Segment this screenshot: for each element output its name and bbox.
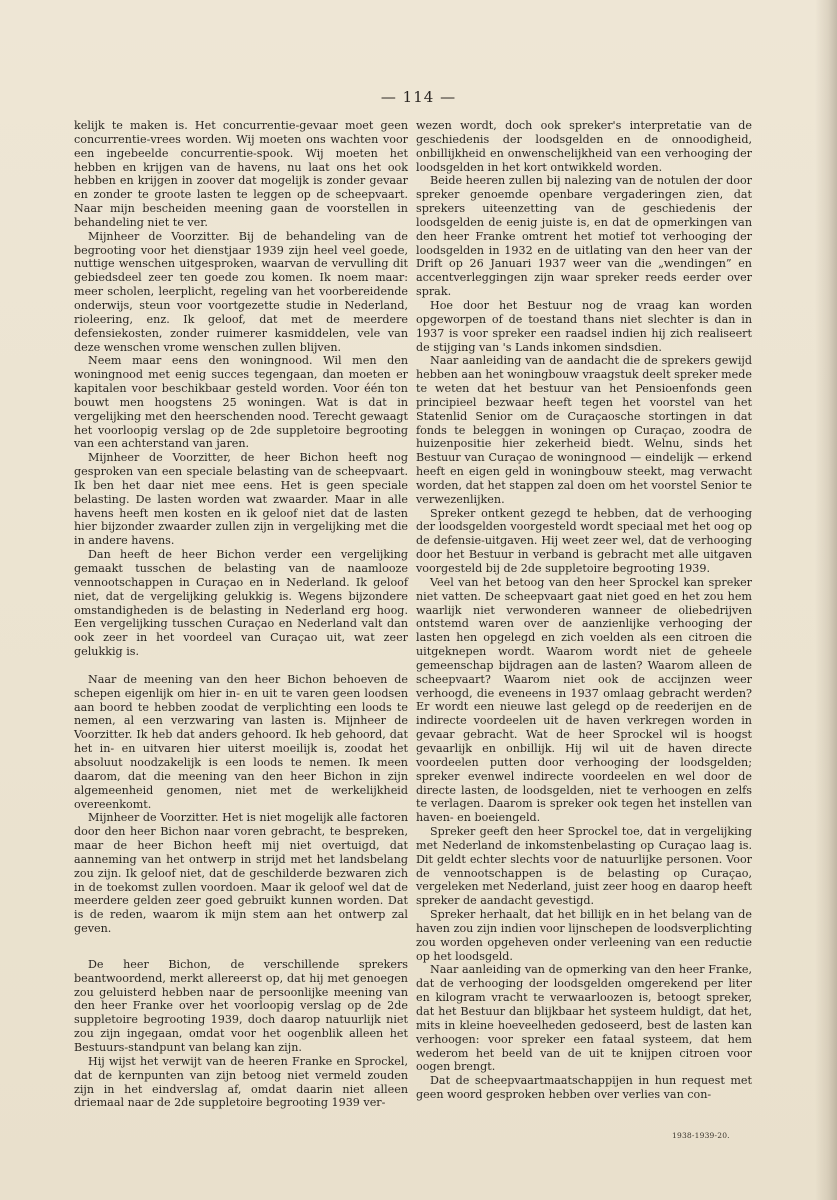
paragraph: Neem maar eens den woningnood. Wil men den woningnood met eenig succes tegengaan, dan moeten er kapitalen voor beschikbaar gesteld worden. Voor één ton bouwt men hoogstens 25 woningen. Wat is dat in vergelijking met den heerschenden nood. Terecht gewaagt het voorloopig verslag op de 2de suppletoire begrooting van een achterstand van jaren. (74, 354, 408, 451)
right-column (416, 119, 752, 1102)
paragraph: Naar aanleiding van de opmerking van den heer Franke, dat de verhooging der loodsgelden omgerekend per liter en kilogram vracht te verwaarloozen is, betoogt spreker, dat het Bestuur dan blijkbaar het systeem huldigt, dat het, mits in kleine hoeveelheden gedoseerd, best de lasten kan verhoogen: voor spreker een fataal systeem, dat hem wederom het beeld van de uit te knijpen citroen voor oogen brengt. (416, 963, 752, 1074)
paragraph: Mijnheer de Voorzitter. Het is niet mogelijk alle factoren door den heer Bichon naar voren gebracht, te bespreken, maar de heer Bichon heeft mij niet overtuigd, dat aanneming van het ontwerp in strijd met het landsbelang zou zijn. Ik geloof niet, dat de geschilderde bezwaren zich in de toekomst zullen voordoen. Maar ik geloof wel dat de meerdere gelden zeer goed gebruikt kunnen worden. Dat is de reden, waarom ik mijn stem aan het ontwerp zal geven. (74, 811, 408, 936)
paragraph: Dan heeft de heer Bichon verder een vergelijking gemaakt tusschen de belasting van de naamlooze vennootschappen in Curaçao en in Nederland. Ik geloof niet, dat de vergelijking gelukkig is. Wegens bijzondere omstandigheden is de belasting in Nederland erg hoog. Een vergelijking tusschen Curaçao en Nederland valt dan ook zeer in het voordeel van Curaçao uit, wat zeer gelukkig is. (74, 548, 408, 659)
left-column (74, 119, 408, 1110)
paragraph: De heer Bichon, de verschillende sprekers beantwoordend, merkt allereerst op, dat hij met genoegen zou geluisterd hebben naar de persoonlijke meening van den heer Franke over het voorloopig verslag op de 2de suppletoire begrooting 1939, doch daarop natuurlijk niet zou zijn ingegaan, omdat voor het oogenblik alleen het Bestuurs-standpunt van belang kan zijn. (74, 957, 408, 1054)
paragraph: Spreker herhaalt, dat het billijk en in het belang van de haven zou zijn indien voor lijnschepen de loodsverplichting zou worden opgeheven onder verleening van een reductie op het loodsgeld. (416, 908, 752, 963)
paragraph: Beide heeren zullen bij nalezing van de notulen der door spreker genoemde openbare vergaderingen zien, dat sprekers uiteenzetting van de geschiedenis der loodsgelden de eenig juiste is, en dat de opmerkingen van den heer Franke omtrent het motief tot verhooging der loodsgelden in 1932 en de uitlating van den heer van der Drift op 26 Januari 1937 weer van die „wendingen” en accentverleggingen zijn waar spreker reeds eerder over sprak. (416, 174, 752, 299)
paragraph: Mijnheer de Voorzitter. Bij de behandeling van de begrooting voor het dienstjaar 1939 zijn heel veel goede, nuttige wenschen uitgesproken, waarvan de vervulling dit gebiedsdeel zeer ten goede zou komen. Ik noem maar: meer scholen, leerplicht, regeling van het voorbereidende onderwijs, steun voor voortgezette studie in Nederland, rioleering, enz. Ik geloof, dat met de meerdere defensiekosten, zonder ruimerer kasmiddelen, vele van deze wenschen vrome wenschen zullen blijven. (74, 229, 408, 354)
paragraph: Hij wijst het verwijt van de heeren Franke en Sprockel, dat de kernpunten van zijn betoog niet vermeld zouden zijn in het eindverslag af, omdat daarin niet alleen driemaal naar de 2de suppletoire begrooting 1939 ver- (74, 1054, 408, 1110)
paragraph: Hoe door het Bestuur nog de vraag kan worden opgeworpen of de toestand thans niet slechter is dan in 1937 is voor spreker een raadsel indien hij zich realiseert de stijging van 's Lands inkomen sindsdien. (416, 298, 752, 354)
paragraph: Spreker ontkent gezegd te hebben, dat de verhooging der loodsgelden voorgesteld wordt speciaal met het oog op de defensie-uitgaven. Hij weet zeer wel, dat de verhooging door het Bestuur in verband is gebracht met alle uitgaven voorgesteld bij de 2de suppletoire begrooting 1939. (416, 506, 752, 575)
paragraph: Naar aanleiding van de aandacht die de sprekers gewijd hebben aan het woningbouw vraagstuk deelt spreker mede te weten dat het bestuur van het Pensioenfonds geen principieel bezwaar heeft tegen het voorstel van het Statenlid Senior om de Curaçaosche stortingen in dat fonds te beleggen in woningen op Curaçao, zoodra de huizenpositie hier zekerheid biedt. Welnu, sinds het Bestuur van Curaçao de woningnood — eindelijk — erkend heeft en eigen geld in woningbouw steekt, mag verwacht worden, dat het stappen zal doen om het voorstel Senior te verwezenlijken. (416, 354, 752, 506)
paragraph: Mijnheer de Voorzitter, de heer Bichon heeft nog gesproken van een speciale belasting van de scheepvaart. Ik ben het daar niet mee eens. Het is geen speciale belasting. De lasten worden wat zwaarder. Maar in alle havens heeft men kosten en ik geloof niet dat de lasten hier bijzonder zwaarder zullen zijn in vergelijking met die in andere havens. (74, 451, 408, 548)
page-edge-shadow (815, 0, 837, 1200)
paragraph: Spreker geeft den heer Sprockel toe, dat in vergelijking met Nederland de inkomstenbelasting op Curaçao laag is. Dit geldt echter slechts voor de natuurlijke personen. Voor de vennootschappen is de belasting op Curaçao, vergeleken met Nederland, juist zeer hoog en daarop heeft spreker de aandacht gevestigd. (416, 825, 752, 908)
paragraph: Dat de scheepvaartmaatschappijen in hun request met geen woord gesproken hebben over verlies van con- (416, 1074, 752, 1102)
paragraph: Naar de meening van den heer Bichon behoeven de schepen eigenlijk om hier in- en uit te varen geen loodsen aan boord te hebben zoodat de verplichting een loods te nemen, al een verzwaring van lasten is. Mijnheer de Voorzitter. Ik heb dat anders gehoord. Ik heb gehoord, dat het in- en uitvaren hier uiterst moeilijk is, zoodat het absoluut noodzakelijk is een loods te nemen. Ik meen daarom, dat die meening van den heer Bichon in zijn algemeenheid genomen, niet met de werkelijkheid overeenkomt. (74, 672, 408, 811)
paragraph: kelijk te maken is. Het concurrentie-gevaar moet geen concurrentie-vrees worden. Wij moeten ons wachten voor een ingebeelde concurrentie-spook. Wij moeten het hebben en krijgen van de havens, nu laat ons het ook hebben en krijgen in zoover dat mogelijk is zonder gevaar en zonder te groote lasten te leggen op de scheepvaart. Naar mijn bescheiden meening gaan de voorstellen in behandeling niet te ver. (74, 119, 408, 229)
paragraph: wezen wordt, doch ook spreker's interpretatie van de geschiedenis der loodsgelden en de onnoodigheid, onbillijkheid en onwenschelijkheid van een verhooging der loodsgelden in het kort ontwikkeld worden. (416, 119, 752, 174)
page-number: — 114 — (380, 88, 457, 106)
footer-code: 1938-1939-20. (672, 1131, 730, 1140)
paragraph: Veel van het betoog van den heer Sprockel kan spreker niet vatten. De scheepvaart gaat niet goed en het zou hem waarlijk niet verwonderen wanneer de oliebedrijven ontstemd waren over de aanzienlijke verhooging der lasten hen opgelegd en zich voelden als een citroen die uitgeknepen wordt. Waarom wordt niet de geheele gemeenschap bijdragen aan de lasten? Waarom alleen de scheepvaart? Waarom niet ook de accijnzen weer verhoogd, die eveneens in 1937 omlaag gebracht werden? Er wordt een nieuwe last gelegd op de reederijen en de indirecte voordeelen uit de haven verkregen worden in gevaar gebracht. Wat de heer Sprockel wil is hoogst gevaarlijk en onbillijk. Hij wil uit de haven directe voordeelen putten door verhooging der loodsgelden; spreker evenwel indirecte voordeelen en wel door de directe lasten, de loodsgelden, niet te verhoogen en zelfs te verlagen. Daarom is spreker ook tegen het instellen van haven- en boeiengeld. (416, 575, 752, 825)
